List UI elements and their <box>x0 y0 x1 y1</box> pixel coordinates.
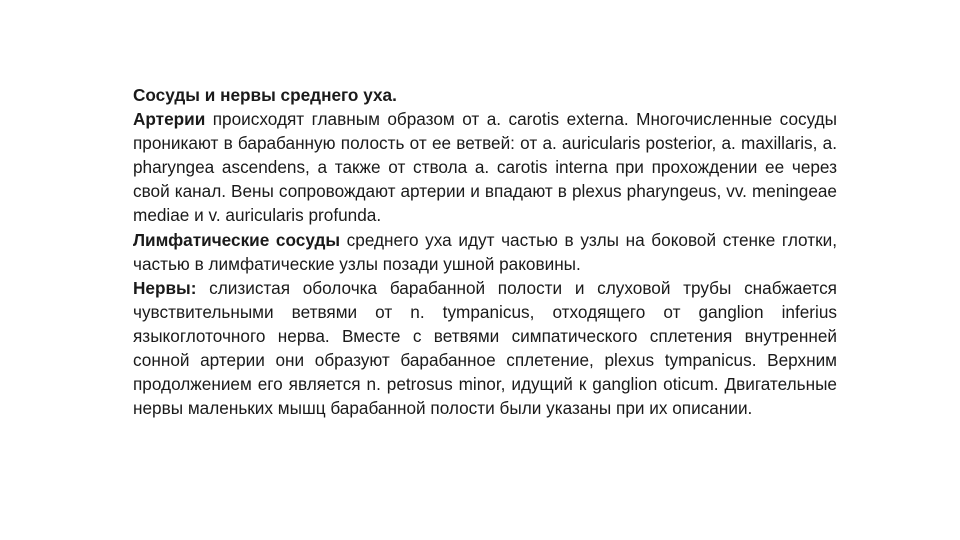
paragraph-arteries <box>133 107 837 227</box>
paragraph-lead-arteries: Артерии <box>133 109 206 130</box>
paragraph-lead-nerves: Нервы: <box>133 277 197 298</box>
page-title: Сосуды и нервы среднего уха. <box>133 85 397 105</box>
paragraph-lymph <box>133 228 837 276</box>
paragraph-body-lymph: среднего уха идут частью в узлы на боковой стенке глотки, частью в лимфатические узлы позади ушной раковины. <box>133 229 837 274</box>
text-block <box>133 83 837 420</box>
paragraph-lead-lymph: Лимфатические сосуды <box>133 229 341 250</box>
paragraph-body-nerves: слизистая оболочка барабанной полости и слуховой трубы снабжается чувствительными ветвями от n. tympanicus, отходящего от ganglion inferius языкоглоточного нерва. Вместе с ветвями симпатического сплетения внутренней сонной артерии они образуют барабанное сплетение, plexus tympanicus. Верхним продолжением его является n. petrosus minor, идущий к ganglion oticum. Двигательные нервы маленьких мышц барабанной полости были указаны при их описании. <box>133 277 837 419</box>
paragraph-nerves <box>133 276 837 421</box>
paragraph-body-arteries: происходят главным образом от a. carotis externa. Многочисленные сосуды проникают в барабанную полость от ее ветвей: от a. auricularis posterior, a. maxillaris, a. pharyngea ascendens, а также от ствола a. carotis interna при прохождении ее через свой канал. Вены сопровождают артерии и впадают в plexus pharyngeus, vv. meningeae mediae и v. auricularis profunda. <box>133 109 837 226</box>
